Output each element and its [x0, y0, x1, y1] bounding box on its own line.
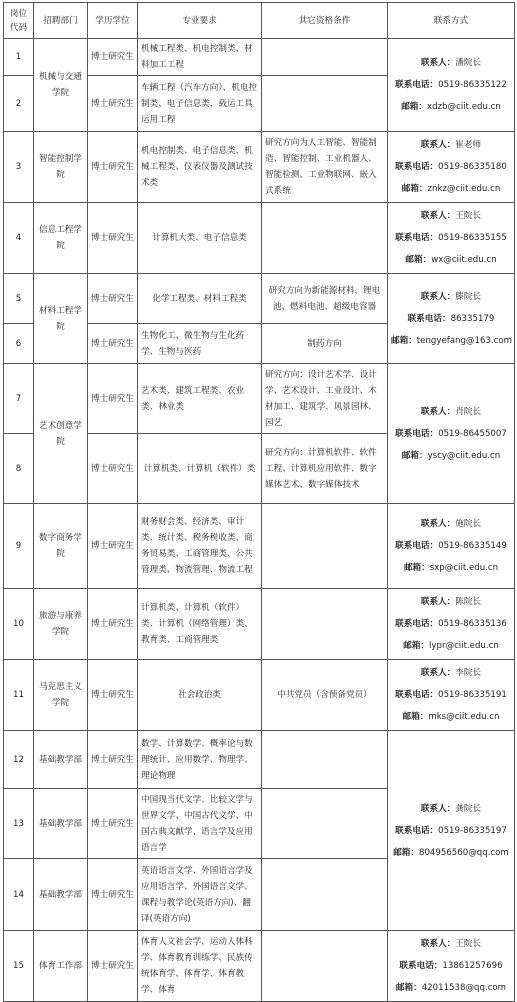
- cell-other: 制药方向: [262, 324, 388, 364]
- contact-email: lypr@ciit.edu.cn: [429, 641, 499, 651]
- contact-cell: [388, 203, 515, 274]
- contact-person-label: 联系人：: [420, 803, 456, 814]
- header-code: 岗位代码: [4, 3, 34, 39]
- contact-person-line: [391, 52, 511, 74]
- contact-phone-line: [391, 613, 511, 635]
- table-row: [4, 504, 515, 589]
- contact-person: 潘院长: [455, 58, 482, 68]
- cell-degree: 博士研究生: [88, 859, 138, 931]
- contact-email-label: 邮箱：: [403, 563, 430, 573]
- cell-department: 材料工程学院: [34, 274, 88, 364]
- header-department: 招聘部门: [34, 3, 88, 39]
- contact-cell: [388, 931, 515, 1002]
- contact-person-label: 联系人：: [420, 406, 456, 417]
- contact-email-line: [391, 330, 511, 352]
- contact-phone-line: [391, 156, 511, 178]
- contact-cell: [388, 660, 515, 731]
- header-major: 专业要求: [138, 3, 262, 39]
- contact-cell: [388, 731, 515, 931]
- cell-degree: 博士研究生: [88, 589, 138, 660]
- contact-phone-label: 联系电话：: [407, 313, 451, 324]
- cell-other: [262, 731, 388, 789]
- contact-email-label: 邮箱：: [402, 712, 429, 722]
- contact-cell: [388, 504, 515, 589]
- cell-major: 艺术类、建筑工程类、农业类、林业类: [138, 364, 262, 434]
- cell-code: 4: [4, 203, 34, 274]
- contact-phone-label: 联系电话：: [395, 233, 439, 243]
- cell-major: 计算机类、计算机（软件）类: [138, 434, 262, 504]
- cell-degree: 博士研究生: [88, 364, 138, 434]
- contact-email: xdzb@ciit.edu.cn: [427, 102, 501, 112]
- cell-other: [262, 931, 388, 1002]
- cell-code: 5: [4, 274, 34, 324]
- contact-email: 42011538@qq.com: [421, 983, 507, 993]
- cell-other: [262, 859, 388, 931]
- contact-person: 王院长: [455, 211, 482, 221]
- contact-phone-label: 联系电话：: [395, 690, 439, 700]
- cell-major: 中国现当代文学、比较文学与世界文学、中国古代文学、中国古典文献学、语言学及应用语言学: [138, 789, 262, 859]
- contact-cell: [388, 132, 515, 203]
- cell-department: 艺术创意学院: [34, 364, 88, 504]
- contact-email: znkz@ciit.edu.cn: [427, 184, 501, 194]
- cell-department: 基础教学部: [34, 789, 88, 859]
- contact-person: 陈院长: [455, 597, 482, 607]
- contact-email-label: 邮箱：: [391, 335, 417, 346]
- cell-degree: 博士研究生: [88, 931, 138, 1002]
- cell-major: 化学工程类、材料工程类: [138, 274, 262, 324]
- contact-email: mks@ciit.edu.cn: [428, 712, 500, 722]
- contact-cell: [388, 364, 515, 504]
- contact-email-label: 邮箱：: [401, 450, 428, 461]
- contact-phone-line: [391, 684, 511, 706]
- cell-degree: 博士研究生: [88, 39, 138, 76]
- contact-phone: 0519-86335180: [438, 162, 507, 172]
- contact-person-label: 联系人：: [420, 668, 456, 678]
- contact-email-label: 邮箱：: [393, 847, 419, 858]
- cell-department: 马克思主义学院: [34, 660, 88, 731]
- contact-email-label: 邮箱：: [401, 102, 427, 112]
- contact-email-line: [391, 842, 511, 864]
- table-row: [4, 274, 515, 324]
- cell-other: 研究方向：设计艺术学、设计学、艺术设计、工业设计、木材加工、建筑学、风景园林、园艺: [262, 364, 388, 434]
- contact-email: yscy@ciit.edu.cn: [427, 450, 501, 461]
- cell-degree: 博士研究生: [88, 76, 138, 132]
- contact-email: tengyefang@163.com: [416, 335, 513, 346]
- contact-phone-line: [391, 955, 511, 977]
- table-row: [4, 589, 515, 660]
- cell-degree: 博士研究生: [88, 274, 138, 324]
- cell-major: 生物化工、微生物与生化药学、生物与医药: [138, 324, 262, 364]
- table-row: [4, 931, 515, 1002]
- contact-person: 施院长: [455, 519, 482, 529]
- cell-department: 信息工程学院: [34, 203, 88, 274]
- contact-email-line: [391, 706, 511, 728]
- contact-email-label: 邮箱：: [405, 255, 432, 265]
- contact-person-line: [391, 286, 511, 308]
- cell-code: 9: [4, 504, 34, 589]
- contact-email: 804956560@qq.com: [418, 847, 509, 858]
- contact-phone-label: 联系电话：: [395, 80, 439, 90]
- cell-other: [262, 39, 388, 76]
- cell-degree: 博士研究生: [88, 434, 138, 504]
- contact-email-line: [391, 445, 511, 467]
- contact-phone-line: [391, 308, 511, 330]
- cell-degree: 博士研究生: [88, 132, 138, 203]
- cell-major: 机电控制类、电子信息类、机械工程类、仪表仪器及测试技术类: [138, 132, 262, 203]
- cell-department: 基础教学部: [34, 859, 88, 931]
- contact-email-line: [391, 249, 511, 271]
- cell-degree: 博士研究生: [88, 203, 138, 274]
- contact-email: sxp@ciit.edu.cn: [429, 563, 499, 573]
- cell-code: 14: [4, 859, 34, 931]
- contact-person: 肖院长: [455, 406, 482, 417]
- contact-phone: 0519-86455007: [438, 428, 507, 439]
- contact-person-label: 联系人：: [420, 140, 456, 150]
- contact-email-line: [391, 557, 511, 579]
- cell-code: 11: [4, 660, 34, 731]
- table-row: [4, 731, 515, 789]
- cell-major: 机械工程类、机电控制类、材料加工工程: [138, 39, 262, 76]
- header-contact: 联系方式: [388, 3, 515, 39]
- cell-other: 研究方向为新能源材料，锂电池、燃料电池、超级电容器: [262, 274, 388, 324]
- cell-major: 数学、计算数学、概率论与数理统计、应用数学、物理学、理论物理: [138, 731, 262, 789]
- cell-other: [262, 76, 388, 132]
- contact-phone-label: 联系电话：: [395, 428, 439, 439]
- cell-major: 英语语言文学、外国语言学及应用语言学、外国语言文学、课程与教学论(英语方向)、翻译(英语方向): [138, 859, 262, 931]
- contact-phone-line: [391, 535, 511, 557]
- contact-person-line: [391, 662, 511, 684]
- cell-code: 1: [4, 39, 34, 76]
- cell-department: 机械与交通学院: [34, 39, 88, 132]
- cell-degree: 博士研究生: [88, 789, 138, 859]
- contact-person: 李院长: [455, 668, 482, 678]
- cell-code: 12: [4, 731, 34, 789]
- contact-cell: [388, 39, 515, 132]
- cell-department: 体育工作部: [34, 931, 88, 1002]
- contact-person: 王院长: [455, 939, 482, 949]
- cell-department: 智能控制学院: [34, 132, 88, 203]
- contact-email-line: [391, 635, 511, 657]
- contact-phone-line: [391, 423, 511, 445]
- header-other: 其它资格条件: [262, 3, 388, 39]
- contact-cell: [388, 589, 515, 660]
- cell-code: 2: [4, 76, 34, 132]
- contact-phone-label: 联系电话：: [395, 825, 439, 836]
- contact-person: 崔老师: [455, 140, 482, 150]
- cell-degree: 博士研究生: [88, 660, 138, 731]
- contact-phone: 0519-86335122: [438, 80, 507, 90]
- contact-cell: [388, 274, 515, 364]
- contact-email-label: 邮箱：: [395, 983, 422, 993]
- contact-person-label: 联系人：: [420, 519, 456, 529]
- cell-other: 研究方向：计算机软件、软件工程、计算机应用软件、数字媒体艺术、数字媒体技术: [262, 434, 388, 504]
- cell-major: 社会政治类: [138, 660, 262, 731]
- recruitment-table: [3, 2, 515, 1002]
- cell-other: [262, 203, 388, 274]
- cell-department: 基础教学部: [34, 731, 88, 789]
- contact-email-line: [391, 178, 511, 200]
- contact-phone-label: 联系电话：: [399, 961, 443, 971]
- cell-code: 15: [4, 931, 34, 1002]
- cell-major: 计算机类、计算机（软件）类、计算机（网络管理）类、教育类、工商管理类: [138, 589, 262, 660]
- cell-code: 7: [4, 364, 34, 434]
- contact-phone-label: 联系电话：: [395, 619, 439, 629]
- cell-department: 旅游与康养学院: [34, 589, 88, 660]
- contact-email-line: [391, 977, 511, 999]
- table-row: [4, 39, 515, 76]
- contact-person: 龚院长: [455, 803, 482, 814]
- contact-phone-label: 联系电话：: [395, 162, 439, 172]
- cell-code: 8: [4, 434, 34, 504]
- contact-person-label: 联系人：: [420, 291, 456, 302]
- table-row: [4, 364, 515, 434]
- cell-other: [262, 504, 388, 589]
- contact-phone: 0519-86335149: [438, 541, 507, 551]
- contact-person: 滕院长: [455, 291, 482, 302]
- contact-email: wx@ciit.edu.cn: [431, 255, 497, 265]
- contact-phone-line: [391, 227, 511, 249]
- contact-phone: 13861257696: [442, 961, 503, 971]
- contact-email-label: 邮箱：: [401, 184, 428, 194]
- cell-code: 10: [4, 589, 34, 660]
- cell-other: 中共党员（含预备党员）: [262, 660, 388, 731]
- contact-phone: 0519-86335136: [438, 619, 507, 629]
- contact-person-line: [391, 401, 511, 423]
- cell-major: 车辆工程（汽车方向）、机电控制类、电子信息类、载运工具运用工程: [138, 76, 262, 132]
- contact-phone: 0519-86335191: [438, 690, 507, 700]
- contact-person-label: 联系人：: [420, 939, 456, 949]
- table-row: [4, 660, 515, 731]
- cell-code: 13: [4, 789, 34, 859]
- cell-major: 财务财会类、经济类、审计类、统计类、税务税收类、商务贸易类、工商管理类、公共管理类、物流管理、物流工程: [138, 504, 262, 589]
- cell-degree: 博士研究生: [88, 324, 138, 364]
- contact-person-line: [391, 798, 511, 820]
- cell-other: [262, 589, 388, 660]
- contact-email-label: 邮箱：: [403, 641, 430, 651]
- contact-phone-line: [391, 820, 511, 842]
- contact-phone-label: 联系电话：: [395, 541, 439, 551]
- contact-phone: 0519-86335155: [438, 233, 507, 243]
- contact-person-line: [391, 205, 511, 227]
- cell-code: 3: [4, 132, 34, 203]
- table-row: [4, 132, 515, 203]
- contact-phone-line: [391, 74, 511, 96]
- header-degree: 学历学位: [88, 3, 138, 39]
- cell-code: 6: [4, 324, 34, 364]
- cell-other: 研究方向为人工智能、智能制造、智能控制、工业机器人、智能检测、工业物联网、嵌入式系统: [262, 132, 388, 203]
- contact-person-label: 联系人：: [420, 597, 456, 607]
- cell-other: [262, 789, 388, 859]
- contact-phone: 0519-86335197: [438, 825, 507, 836]
- contact-person-line: [391, 591, 511, 613]
- table-row: [4, 203, 515, 274]
- cell-degree: 博士研究生: [88, 504, 138, 589]
- contact-person-label: 联系人：: [420, 211, 456, 221]
- cell-department: 数字商务学院: [34, 504, 88, 589]
- cell-major: 体育人文社会学、运动人体科学、体育教育训练学、民族传统体育学、体育学、体育教学、体育: [138, 931, 262, 1002]
- cell-major: 计算机大类、电子信息类: [138, 203, 262, 274]
- contact-phone: 86335179: [450, 313, 495, 324]
- contact-person-label: 联系人：: [420, 58, 456, 68]
- contact-person-line: [391, 513, 511, 535]
- cell-degree: 博士研究生: [88, 731, 138, 789]
- contact-email-line: [391, 96, 511, 118]
- contact-person-line: [391, 134, 511, 156]
